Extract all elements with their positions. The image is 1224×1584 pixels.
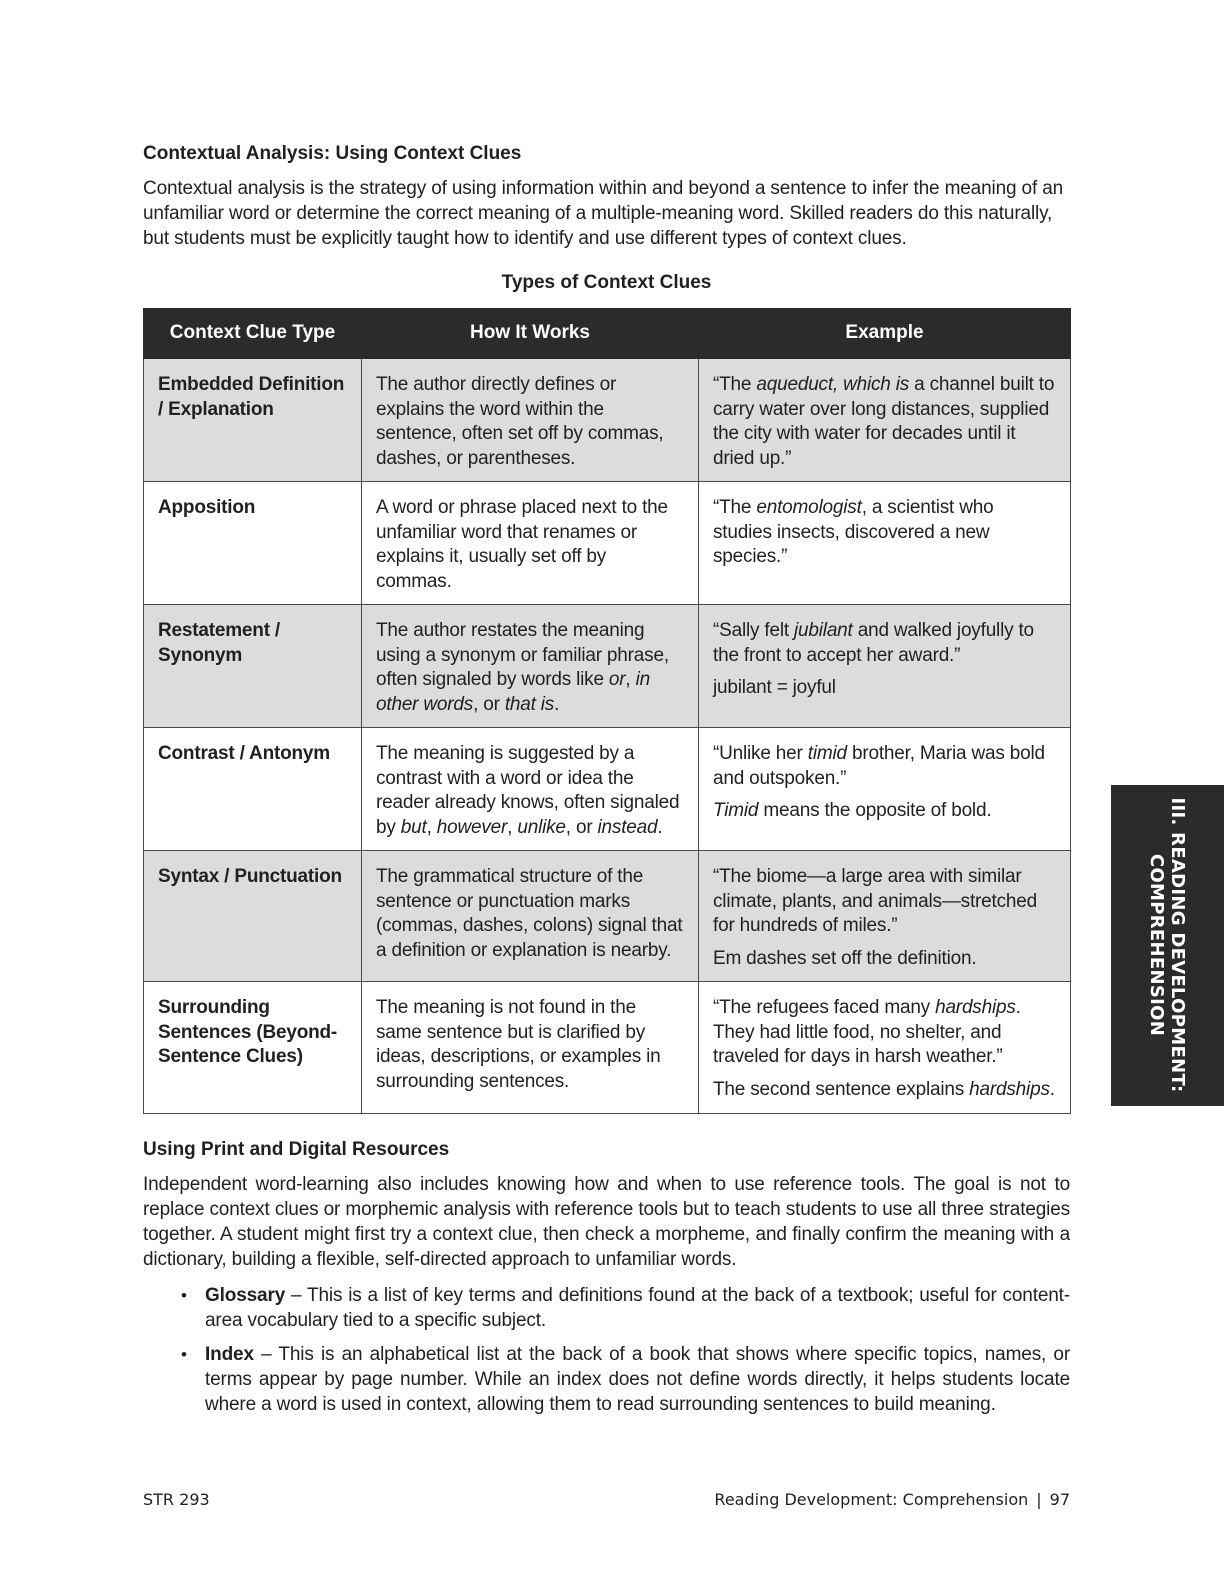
clue-type-cell: Surrounding Sentences (Beyond-Sentence Clues): [144, 982, 362, 1114]
table-row: [144, 851, 1071, 982]
example-text: “Sally felt: [713, 620, 795, 641]
example-italic: timid: [807, 743, 847, 764]
example-text: and walked joyfully to the front to accept her award.”: [713, 620, 1034, 666]
how-it-works-cell: [362, 728, 699, 851]
how-text: .: [657, 816, 663, 838]
term-label: Index: [205, 1344, 254, 1365]
example-italic: entomologist: [756, 497, 862, 518]
bullet-icon: •: [181, 1345, 187, 1364]
example-text: “Unlike her: [713, 743, 808, 764]
section-heading-contextual-analysis: Contextual Analysis: Using Context Clues: [143, 143, 522, 164]
term-label: Glossary: [205, 1285, 286, 1306]
how-italic: unlike: [517, 816, 566, 838]
chapter-tab-line-1: III. READING DEVELOPMENT:: [1167, 797, 1188, 1093]
how-italic: however: [436, 816, 508, 838]
footer-course-code: STR 293: [143, 1490, 210, 1509]
how-it-works-cell: A word or phrase placed next to the unfamiliar word that renames or explains it, usually set off by commas.: [362, 482, 699, 605]
table-header-row: [144, 309, 1071, 359]
how-text: , or: [473, 693, 505, 715]
table-title: Types of Context Clues: [501, 272, 712, 293]
example-text: brother, Maria was bold and outspoken.”: [713, 743, 1045, 789]
column-header-type: Context Clue Type: [144, 309, 362, 359]
resources-paragraph: Independent word-learning also includes knowing how and when to use reference tools. The goal is not to replace context clues or morphemic analysis with reference tools but to teach students to use all three strategies together. A student might first try a context clue, then check a morpheme, and finally confirm the meaning with a dictionary, building a flexible, self-directed approach to unfamiliar words.: [143, 1174, 1070, 1270]
example-cell: [699, 982, 1071, 1114]
example-cell: [699, 851, 1071, 982]
clue-type-cell: Contrast / Antonym: [144, 728, 362, 851]
example-text: , a scientist who studies insects, discovered a new species.”: [713, 497, 994, 567]
example-sentence: [713, 742, 1056, 791]
clue-type-cell: Syntax / Punctuation: [144, 851, 362, 982]
page-content: [143, 142, 1070, 1426]
how-italic: that is: [504, 693, 555, 715]
example-cell: [699, 482, 1071, 605]
chapter-tab-line-2: COMPREHENSION: [1146, 853, 1167, 1037]
example-italic: aqueduct, which is: [756, 374, 910, 395]
how-italic: but: [400, 816, 427, 838]
how-italic: instead: [597, 816, 658, 838]
note-text: .: [1049, 1078, 1055, 1100]
example-sentence: [713, 996, 1056, 1070]
how-it-works-cell: [362, 605, 699, 728]
bullet-icon: •: [181, 1286, 187, 1305]
example-italic: hardships: [935, 997, 1016, 1018]
note-italic: hardships: [969, 1078, 1050, 1100]
section-heading-resources: Using Print and Digital Resources: [143, 1139, 450, 1160]
note-text: The second sentence explains: [713, 1078, 970, 1100]
how-text: ,: [426, 816, 437, 838]
example-sentence: [713, 619, 1056, 668]
example-text: “The: [713, 374, 757, 395]
example-sentence: “The biome—a large area with similar climate, plants, and animals—stretched for hundreds of miles.”: [713, 866, 1038, 936]
chapter-side-tab: [1111, 785, 1224, 1106]
how-it-works-cell: The grammatical structure of the sentence or punctuation marks (commas, dashes, colons) signal that a definition or explanation is nearby.: [362, 851, 699, 982]
table-row: [144, 482, 1071, 605]
how-text: ,: [507, 816, 518, 838]
how-it-works-cell: The meaning is not found in the same sentence but is clarified by ideas, descriptions, or examples in surrounding sentences.: [362, 982, 699, 1114]
clue-type-cell: Embedded Definition / Explanation: [144, 359, 362, 482]
resources-list: [143, 1283, 1070, 1417]
how-italic: or: [608, 669, 626, 690]
note-italic: Timid: [713, 800, 759, 821]
table-row: [144, 605, 1071, 728]
example-text: “The: [713, 497, 757, 518]
how-italic: in other words: [376, 669, 650, 715]
how-it-works-cell: The author directly defines or explains the word within the sentence, often set off by commas, dashes, or parentheses.: [362, 359, 699, 482]
example-note: jubilant = joyful: [713, 677, 836, 698]
example-cell: [699, 605, 1071, 728]
table-row: [144, 982, 1071, 1114]
footer-separator: |: [1036, 1490, 1042, 1509]
example-note: Em dashes set off the definition.: [713, 947, 977, 969]
page-number: 97: [1049, 1490, 1070, 1509]
list-item: [181, 1342, 1070, 1417]
column-header-example: Example: [699, 309, 1071, 359]
example-text: . They had little food, no shelter, and traveled for days in harsh weather.”: [713, 997, 1021, 1067]
how-text: The meaning is suggested by a contrast with a word or idea the reader already knows, often signaled by: [376, 743, 680, 838]
column-header-how: How It Works: [362, 309, 699, 359]
example-cell: [699, 728, 1071, 851]
example-note: [713, 1078, 1056, 1103]
chapter-tab-label: [1146, 797, 1188, 1092]
clue-type-cell: Restatement / Synonym: [144, 605, 362, 728]
term-description: – This is an alphabetical list at the back of a book that shows where specific topics, names, or terms appear by page number. While an index does not define words directly, it helps students locate where a word is used in context, allowing them to read surrounding sentences to build meaning.: [205, 1344, 1070, 1415]
how-text: ,: [625, 669, 636, 690]
table-row: [144, 728, 1071, 851]
how-text: , or: [565, 816, 598, 838]
example-note: [713, 799, 1056, 824]
term-description: – This is a list of key terms and definitions found at the back of a textbook; useful for content-area vocabulary tied to a specific subject.: [205, 1285, 1070, 1331]
example-italic: jubilant: [794, 620, 853, 641]
intro-paragraph: Contextual analysis is the strategy of using information within and beyond a sentence to infer the meaning of an unfamiliar word or determine the correct meaning of a multiple-meaning word. Skilled readers do this naturally, but students must be explicitly taught how to identify and use different types of context clues.: [143, 178, 1064, 249]
how-text: The author restates the meaning using a synonym or familiar phrase, often signaled by words like: [376, 620, 669, 690]
footer-running-title: [714, 1490, 1070, 1509]
how-text: .: [554, 693, 560, 715]
clue-type-cell: Apposition: [144, 482, 362, 605]
table-row: [144, 359, 1071, 482]
example-text: a channel built to carry water over long distances, supplied the city with water for decades until it dried up.”: [713, 374, 1055, 469]
list-item: [181, 1283, 1070, 1333]
note-text: means the opposite of bold.: [758, 800, 992, 821]
context-clues-table: [143, 308, 1071, 1114]
example-cell: [699, 359, 1071, 482]
resources-section: [143, 1138, 1070, 1417]
example-text: “The refugees faced many: [713, 997, 936, 1018]
footer-section-title: Reading Development: Comprehension: [714, 1490, 1029, 1509]
